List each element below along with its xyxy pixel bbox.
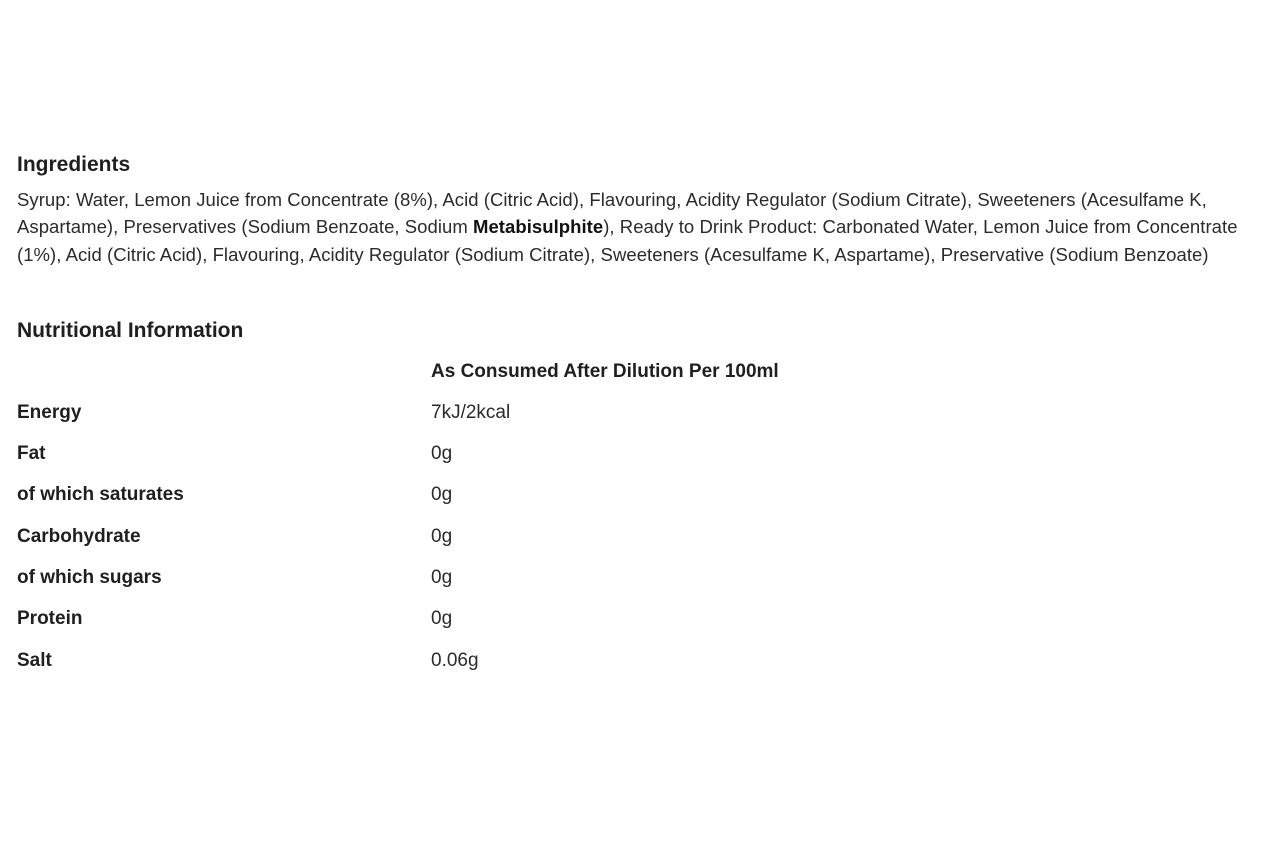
nutrient-label: Protein (17, 608, 83, 630)
allergen-highlight: Metabisulphite (473, 216, 604, 238)
nutrient-label: Fat (17, 443, 46, 465)
nutrition-heading: Nutritional Information (17, 318, 244, 342)
ingredients-heading: Ingredients (17, 153, 131, 176)
nutrient-label: Energy (17, 401, 82, 423)
nutrient-value: 7kJ/2kcal (431, 401, 511, 423)
nutrition-table (17, 361, 779, 691)
nutrition-row-energy (17, 402, 779, 443)
ingredients-text (17, 186, 1272, 268)
nutrient-value: 0g (431, 567, 453, 589)
ingredients-text-part-1: Syrup: Water, Lemon Juice from Concentrate (8%), Acid (Citric Acid), Flavouring, Acidity Regulator (Sodium Citrate), Sweeteners (Acesulfame K, Aspartame), Preservatives (Sodium Benzoate, Sodium (17, 189, 1207, 238)
nutrition-row-sugars (17, 567, 779, 608)
nutrition-row-salt (17, 650, 779, 691)
nutrition-header-label-cell (17, 361, 431, 402)
ingredients-text-part-2: ), Ready to Drink Product: Carbonated Water, Lemon Juice from Concentrate (1%), Acid (Citric Acid), Flavouring, Acidity Regulator (Sodium Citrate), Sweeteners (Acesulfame K, Aspartame), Preservative (Sodium Benzoate) (17, 216, 1238, 265)
nutrition-table-header-row (17, 361, 779, 402)
nutrient-label: of which saturates (17, 484, 184, 506)
nutrient-value: 0.06g (431, 649, 479, 671)
product-info-panel (17, 152, 1272, 691)
nutrient-value: 0g (431, 484, 453, 506)
nutrition-row-protein (17, 608, 779, 649)
nutrition-column-header: As Consumed After Dilution Per 100ml (431, 360, 779, 382)
nutrient-value: 0g (431, 443, 453, 465)
nutrient-value: 0g (431, 608, 453, 630)
nutrient-label: Salt (17, 649, 52, 671)
nutrition-row-saturates (17, 484, 779, 525)
nutrient-label: Carbohydrate (17, 525, 141, 547)
nutrition-row-fat (17, 443, 779, 484)
nutrient-label: of which sugars (17, 567, 162, 589)
nutrition-row-carbohydrate (17, 526, 779, 567)
nutrient-value: 0g (431, 525, 453, 547)
